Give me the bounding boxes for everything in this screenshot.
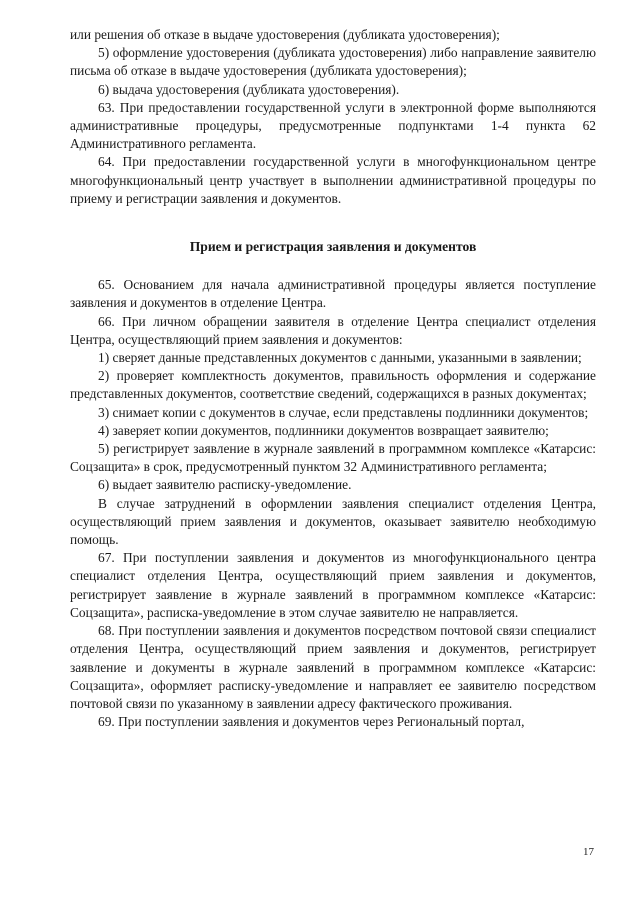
paragraph: или решения об отказе в выдаче удостоверения (дубликата удостоверения); bbox=[70, 27, 500, 42]
section-heading: Прием и регистрация заявления и документов bbox=[189, 239, 477, 255]
paragraph: 65. Основанием для начала административной процедуры является поступление заявления и документов в отделение Центра. bbox=[70, 277, 596, 311]
paragraphs-top bbox=[70, 26, 596, 208]
paragraph: 2) проверяет комплектность документов, правильность оформления и содержание представленных документов, соответствие сведений, содержащихся в разных документах; bbox=[70, 368, 596, 402]
paragraph: 64. При предоставлении государственной услуги в многофункциональном центре многофункциональный центр участвует в выполнении административной процедуры по приему и регистрации заявления и документов. bbox=[70, 154, 596, 206]
paragraph: 6) выдает заявителю расписку-уведомление. bbox=[98, 477, 352, 493]
paragraph: 67. При поступлении заявления и документов из многофункционального центра специалист отделения Центра, осуществляющий прием заявления и документов, регистрирует заявление в журнале заявлений в программном комплексе «Катарсис: Соцзащита», расписка-уведомление в этом случае заявителю не направляется. bbox=[70, 550, 596, 620]
paragraph: В случае затруднений в оформлении заявления специалист отделения Центра, осуществляющий прием заявления и документов, оказывает заявителю необходимую помощь. bbox=[70, 495, 596, 548]
paragraph: 69. При поступлении заявления и документов через Региональный портал, bbox=[98, 714, 525, 730]
paragraph: 4) заверяет копии документов, подлинники документов возвращает заявителю; bbox=[98, 422, 549, 438]
paragraph: 3) снимает копии с документов в случае, если представлены подлинники документов; bbox=[98, 404, 589, 420]
paragraph: 68. При поступлении заявления и документов посредством почтовой связи специалист отделения Центра, осуществляющий прием заявления и документов, регистрирует заявление и документы в журнале заявлений в программном комплексе «Катарсис: Соцзащита», оформляет расписку-уведомление и направляет ее заявителю посредством почтовой связи по указанному в заявлении адресу фактического проживания. bbox=[70, 623, 596, 711]
page-number: 17 bbox=[583, 846, 594, 858]
paragraph: 6) выдача удостоверения (дубликата удостоверения). bbox=[98, 81, 400, 97]
paragraph: 1) сверяет данные представленных документов с данными, указанными в заявлении; bbox=[98, 350, 582, 366]
paragraphs-bottom bbox=[70, 276, 596, 731]
paragraph: 5) оформление удостоверения (дубликата удостоверения) либо направление заявителю письма об отказе в выдаче удостоверения (дубликата удостоверения); bbox=[70, 45, 596, 79]
paragraph: 5) регистрирует заявление в журнале заявлений в программном комплексе «Катарсис: Соцзащита» в срок, предусмотренный пунктом 32 Административного регламента; bbox=[70, 441, 596, 475]
paragraph: 63. При предоставлении государственной услуги в электронной форме выполняются административные процедуры, предусмотренные подпунктами 1-4 пункта 62 Административного регламента. bbox=[70, 99, 596, 152]
paragraph: 66. При личном обращении заявителя в отделение Центра специалист отделения Центра, осуществляющий прием заявления и документов: bbox=[70, 313, 596, 347]
